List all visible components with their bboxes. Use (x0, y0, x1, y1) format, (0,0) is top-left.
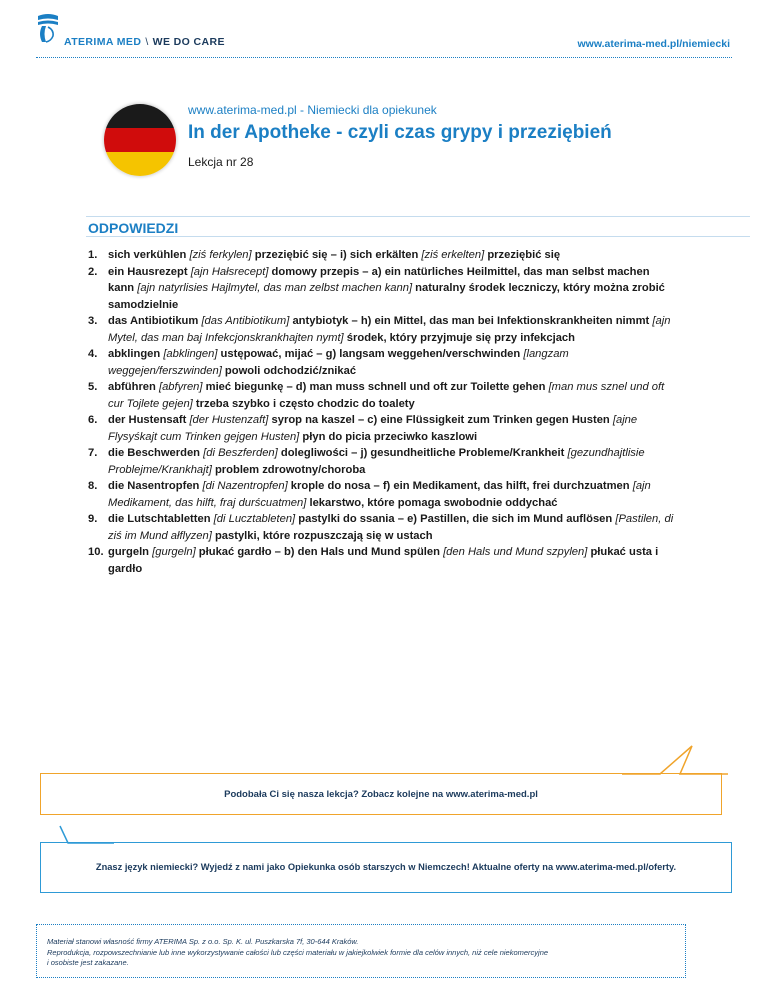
german-term: abklingen (108, 348, 164, 360)
answer-text: lekarstwo, które pomaga swobodnie oddychać (306, 496, 558, 509)
answer-number: 8. (88, 480, 98, 492)
german-term: der Hustensaft (108, 414, 190, 426)
answer-text: przeziębić się (484, 249, 561, 261)
answer-text: trzeba szybko i często chodzic do toalety (192, 397, 415, 410)
pronunciation-text: [ziś erkelten] (421, 249, 485, 261)
footer-line: Reprodukcja, rozpowszechnianie lub inne wykorzystywanie całości lub części materiału w jakiejkolwiek formie dla celów innych, niż cele niekomercyjne (47, 947, 549, 957)
pronunciation-text: [ajn natyrlisies Hajlmytel, das man zelbst machen kann] (137, 282, 413, 294)
answer-number: 9. (88, 513, 98, 525)
pronunciation-text: [man mus sznel und oft cur Tojlete gejen] (108, 381, 665, 410)
pronunciation-text: [der Hustenzaft] (189, 414, 269, 426)
answer-text: środek, który przyjmuje się przy infekcjach (343, 331, 575, 344)
brand-name: ATERIMA MED \ WE DO CARE (64, 36, 225, 48)
page-title: In der Apotheke - czyli czas grypy i przeziębień (188, 122, 612, 143)
site-line: www.aterima-med.pl - Niemiecki dla opiekunek (188, 103, 437, 117)
pronunciation-text: [Pastilen, di ziś im Mund ałflyzen] (108, 513, 674, 542)
answer-text: płyn do picia przeciwko kaszlowi (299, 430, 478, 443)
answer-text: naturalny środek leczniczy, który można zrobić samodzielnie (108, 282, 665, 311)
section-divider (86, 236, 750, 237)
pronunciation-text: [gezundhajtlisie Problejme/Krankhajt] (108, 447, 645, 476)
lesson-cta-text[interactable]: Podobała Ci się nasza lekcja? Zobacz kolejne na www.aterima-med.pl (224, 789, 538, 800)
answer-text: syrop na kaszel – c) eine Flüssigkeit zum Trinken gegen Husten (268, 414, 613, 426)
answer-item (88, 511, 678, 544)
answer-text: mieć biegunkę – d) man muss schnell und oft zur Toilette gehen (202, 381, 549, 393)
section-title: ODPOWIEDZI (88, 220, 179, 236)
pronunciation-text: [abfyren] (158, 381, 203, 393)
answer-text: płukać usta i gardło (108, 546, 659, 575)
answer-item (88, 264, 678, 314)
answer-text: antybiotyk – h) ein Mittel, das man bei Infektionskrankheiten nimmt (289, 315, 653, 327)
answer-number: 10. (88, 546, 104, 558)
answer-text: przeziębić się – i) sich erkälten (251, 249, 422, 261)
pronunciation-text: [langzam weggejen/ferszwinden] (108, 348, 569, 377)
german-term: abführen (108, 381, 159, 393)
german-term: ein Hausrezept (108, 265, 191, 278)
answer-text: pastylki do ssania – e) Pastillen, die sich im Mund auflösen (295, 513, 616, 525)
pronunciation-text: [gurgeln] (152, 546, 196, 558)
pronunciation-text: [das Antibiotikum] (201, 315, 290, 327)
german-term: gurgeln (108, 546, 153, 558)
answer-text: pastylki, które rozpuszczają się w ustach (211, 529, 433, 542)
answer-number: 7. (88, 447, 98, 459)
answer-item (88, 412, 678, 445)
pronunciation-text: [di Nazentropfen] (202, 480, 288, 492)
answer-number: 1. (88, 249, 98, 261)
section-divider (86, 216, 750, 217)
answer-item (88, 346, 678, 379)
footer-line: Materiał stanowi własność firmy ATERIMA Sp. z o.o. Sp. K. ul. Puszkarska 7f, 30-644 Kraków. (47, 937, 359, 946)
answer-text: krople do nosa – f) ein Medikament, das hilft, frei durchzuatmen (287, 480, 633, 492)
pronunciation-text: [di Lucztableten] (213, 513, 296, 525)
answer-item (88, 313, 678, 346)
aterima-face-logo-icon (34, 12, 62, 44)
answers-list (88, 247, 678, 577)
answer-number: 3. (88, 315, 98, 327)
pronunciation-text: [den Hals und Mund szpylen] (443, 546, 588, 558)
answer-number: 6. (88, 414, 98, 426)
answer-text: dolegliwości – j) gesundheitliche Probleme/Krankheit (277, 447, 568, 459)
header-divider (36, 57, 732, 58)
pronunciation-text: [ajn Hałsrecept] (190, 265, 269, 278)
answer-number: 4. (88, 348, 98, 360)
footer-notice (36, 924, 686, 978)
header-url-link[interactable]: www.aterima-med.pl/niemiecki (577, 38, 730, 50)
german-flag-icon (104, 104, 176, 176)
pronunciation-text: [di Beszferden] (203, 447, 278, 459)
pronunciation-text: [abklingen] (163, 348, 218, 360)
speech-bubble-tail (620, 742, 730, 776)
german-term: die Lutschtabletten (108, 513, 214, 525)
german-term: die Beschwerden (108, 447, 204, 459)
job-cta-text[interactable]: Znasz język niemiecki? Wyjedź z nami jako Opiekunka osób starszych w Niemczech! Aktualne oferty na www.aterima-med.pl/oferty. (95, 862, 677, 872)
job-cta-bubble (40, 842, 732, 893)
answer-text: płukać gardło – b) den Hals und Mund spülen (195, 546, 444, 558)
german-term: sich verkühlen (108, 249, 190, 261)
answer-number: 2. (88, 265, 98, 278)
answer-text: problem zdrowotny/choroba (211, 463, 366, 476)
answer-number: 5. (88, 381, 98, 393)
pronunciation-text: [ajn Medikament, das hilft, fraj durścuatmen] (108, 480, 651, 509)
lesson-cta-bubble (40, 773, 722, 815)
answer-item (88, 247, 678, 264)
answer-text: powoli odchodzić/znikać (221, 364, 357, 377)
german-term: das Antibiotikum (108, 315, 202, 327)
pronunciation-text: [ajn Mytel, das man baj Infekcjonskrankhajten nymt] (108, 315, 671, 344)
answer-item (88, 544, 678, 577)
answer-item (88, 445, 678, 478)
lesson-number: Lekcja nr 28 (188, 155, 254, 169)
footer-line: i osobiste jest zakazane. (47, 958, 129, 967)
german-term: die Nasentropfen (108, 480, 203, 492)
answer-text: ustępować, mijać – g) langsam weggehen/verschwinden (217, 348, 524, 360)
page-header (0, 0, 768, 60)
pronunciation-text: [ziś ferkylen] (189, 249, 252, 261)
pronunciation-text: [ajne Flysyśkajt cum Trinken gejgen Husten] (108, 414, 638, 443)
answer-text: domowy przepis – a) ein natürliches Heilmittel, das man selbst machen kann (108, 265, 650, 294)
answer-item (88, 478, 678, 511)
answer-item (88, 379, 678, 412)
